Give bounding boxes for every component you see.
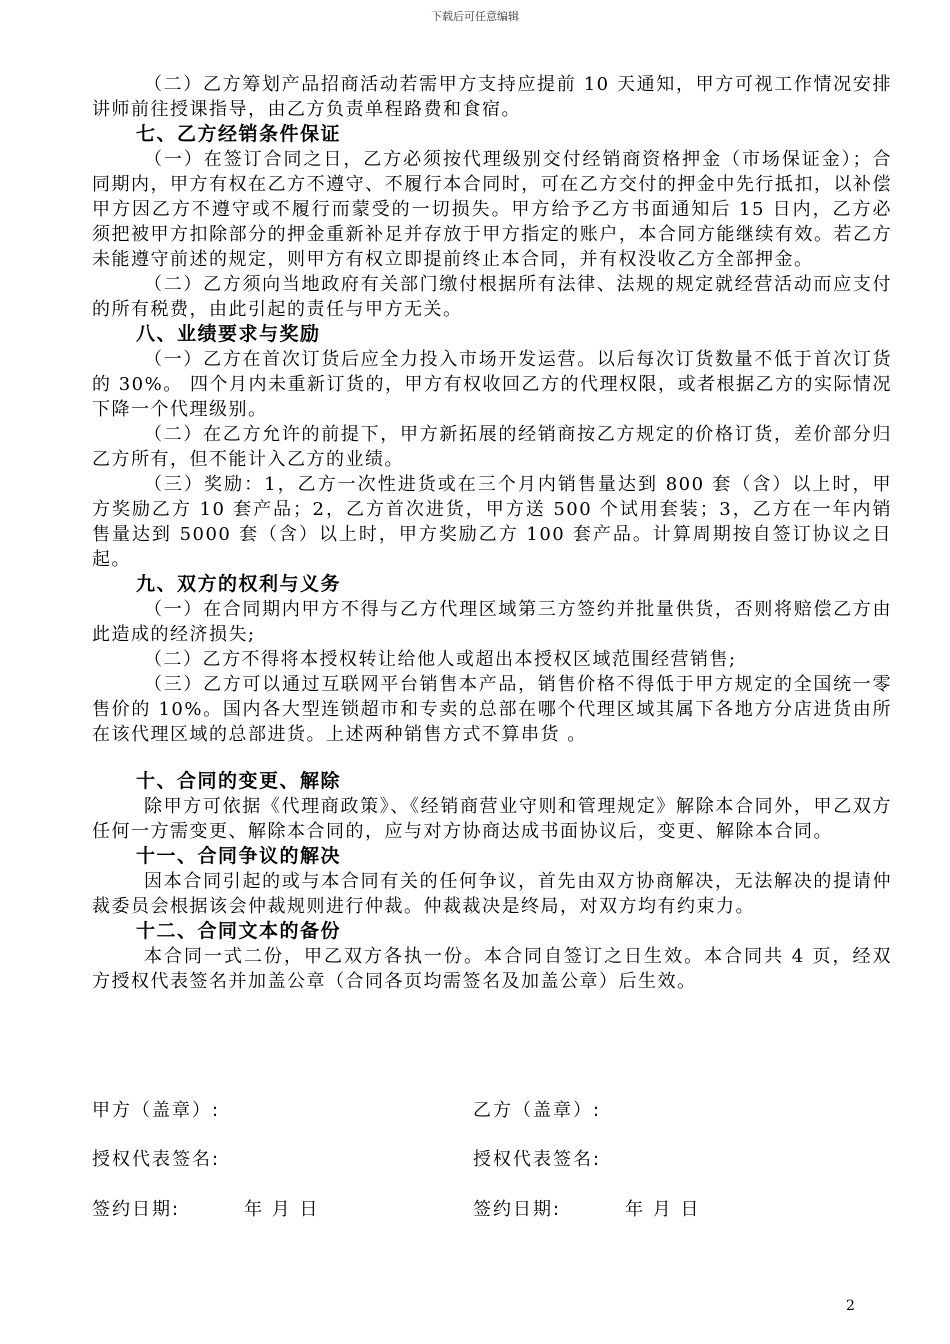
party-a-date-label: 签约日期:	[92, 1199, 181, 1220]
section-heading-10: 十、合同的变更、解除	[136, 770, 342, 792]
header-note: 下载后可任意编辑	[431, 10, 519, 23]
clause-9-3: （三）乙方可以通过互联网平台销售本产品，销售价格不得低于甲方规定的全国统一零售价的 10%。国内各大型连锁超市和专卖的总部在哪个代理区域其属下各地方分店进货由所在该代理区域的总部进货。上述两种销售方式不算串货 。	[92, 674, 892, 745]
clause-12: 本合同一式二份，甲乙双方各执一份。本合同自签订之日生效。本合同共 4 页，经双方授权代表签名并加盖公章（合同各页均需签名及加盖公章）后生效。	[92, 946, 892, 992]
party-b-seal-label: 乙方（盖章）:	[473, 1100, 602, 1121]
page-number: 2	[846, 1298, 855, 1314]
date-row	[92, 1195, 892, 1220]
clause-6-2: （二）乙方筹划产品招商活动若需甲方支持应提前 10 天通知，甲方可视工作情况安排讲师前往授课指导，由乙方负责单程路费和食宿。	[92, 74, 892, 120]
seal-row	[92, 1096, 892, 1121]
section-heading-7: 七、乙方经销条件保证	[136, 123, 342, 145]
clause-7-2: （二）乙方须向当地政府有关部门缴付根据所有法律、法规的规定就经营活动而应支付的所有税费，由此引起的责任与甲方无关。	[92, 274, 892, 320]
section-heading-8: 八、业绩要求与奖励	[136, 323, 321, 345]
party-b-rep-label: 授权代表签名:	[473, 1149, 602, 1170]
representative-row	[92, 1145, 892, 1170]
clause-11: 因本合同引起的或与本合同有关的任何争议，首先由双方协商解决，无法解决的提请仲裁委员会根据该会仲裁规则进行仲裁。仲裁裁决是终局，对双方均有约束力。	[92, 871, 892, 917]
party-b-date-label: 签约日期:	[473, 1199, 562, 1220]
party-a-date	[92, 1195, 320, 1221]
clause-8-2: （二）在乙方允许的前提下，甲方新拓展的经销商按乙方规定的价格订货，差价部分归乙方所有，但不能计入乙方的业绩。	[92, 424, 892, 470]
clause-8-1: （一）乙方在首次订货后应全力投入市场开发运营。以后每次订货数量不低于首次订货的 30%。 四个月内未重新订货的，甲方有权收回乙方的代理权限，或者根据乙方的实际情况下降一个代理级别。	[92, 349, 892, 420]
section-heading-11: 十一、合同争议的解决	[136, 845, 342, 867]
party-b-date-units: 年 月 日	[625, 1199, 701, 1220]
clause-9-2: （二）乙方不得将本授权转让给他人或超出本授权区域范围经营销售;	[144, 649, 737, 670]
clause-7-1: （一）在签订合同之日，乙方必须按代理级别交付经销商资格押金（市场保证金）；合同期内，甲方有权在乙方不遵守、不履行本合同时，可在乙方交付的押金中先行抵扣，以补偿甲方因乙方不遵守或不履行而蒙受的一切损失。甲方给予乙方书面通知后 15 日内，乙方必须把被甲方扣除部分的押金重新补足并存放于甲方指定的账户，本合同方能继续有效。若乙方未能遵守前述的规定，则甲方有权立即提前终止本合同，并有权没收乙方全部押金。	[92, 149, 892, 270]
party-a-rep-label: 授权代表签名:	[92, 1149, 221, 1170]
clause-10: 除甲方可依据《代理商政策》、《经销商营业守则和管理规定》解除本合同外，甲乙双方任何一方需变更、解除本合同的，应与对方协商达成书面协议后，变更、解除本合同。	[92, 796, 892, 842]
party-a-seal-label: 甲方（盖章）:	[92, 1100, 221, 1121]
clause-8-3: （三）奖励：1，乙方一次性进货或在三个月内销售量达到 800 套（含）以上时，甲方奖励乙方 10 套产品；2，乙方首次进货，甲方送 500 个试用套装；3，乙方在一年内销售量达到 5000 套（含）以上时，甲方奖励乙方 100 套产品。计算周期按自签订协议之日起。	[92, 474, 892, 570]
section-heading-12: 十二、合同文本的备份	[136, 920, 342, 942]
section-heading-9: 九、双方的权利与义务	[136, 573, 342, 595]
party-a-date-units: 年 月 日	[244, 1199, 320, 1220]
clause-9-1: （一）在合同期内甲方不得与乙方代理区域第三方签约并批量供货，否则将赔偿乙方由此造成的经济损失;	[92, 599, 892, 645]
party-b-date	[473, 1195, 701, 1221]
contract-body	[92, 72, 892, 994]
signature-block	[92, 1096, 892, 1220]
